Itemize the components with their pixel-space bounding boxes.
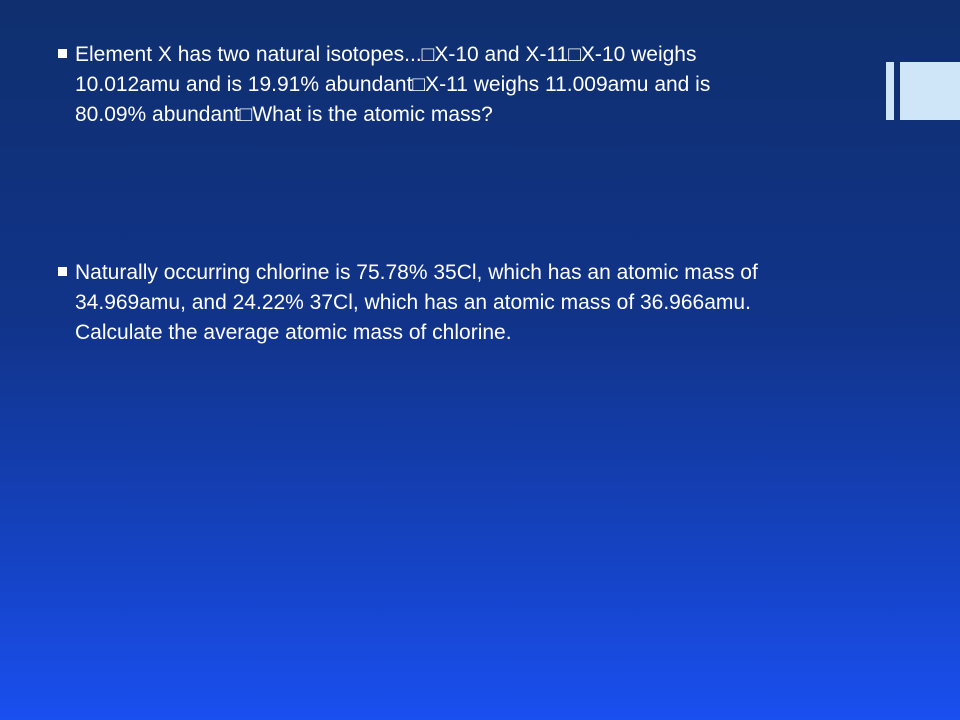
bullet-item-isotopes: [58, 40, 948, 130]
bullet-item-chlorine: [58, 258, 948, 348]
bullet-text: Element X has two natural isotopes...□X-10 and X-11□X-10 weighs 10.012amu and is 19.91% abundant□X-11 weighs 11.009amu and is 80.09% abundant□What is the atomic mass?: [75, 43, 711, 126]
square-bullet-icon: [58, 49, 67, 58]
square-bullet-icon: [58, 267, 67, 276]
bullet-text: Naturally occurring chlorine is 75.78% 35Cl, which has an atomic mass of 34.969amu, and 24.22% 37Cl, which has an atomic mass of 36.966amu. Calculate the average atomic mass of chlorine.: [75, 261, 758, 344]
